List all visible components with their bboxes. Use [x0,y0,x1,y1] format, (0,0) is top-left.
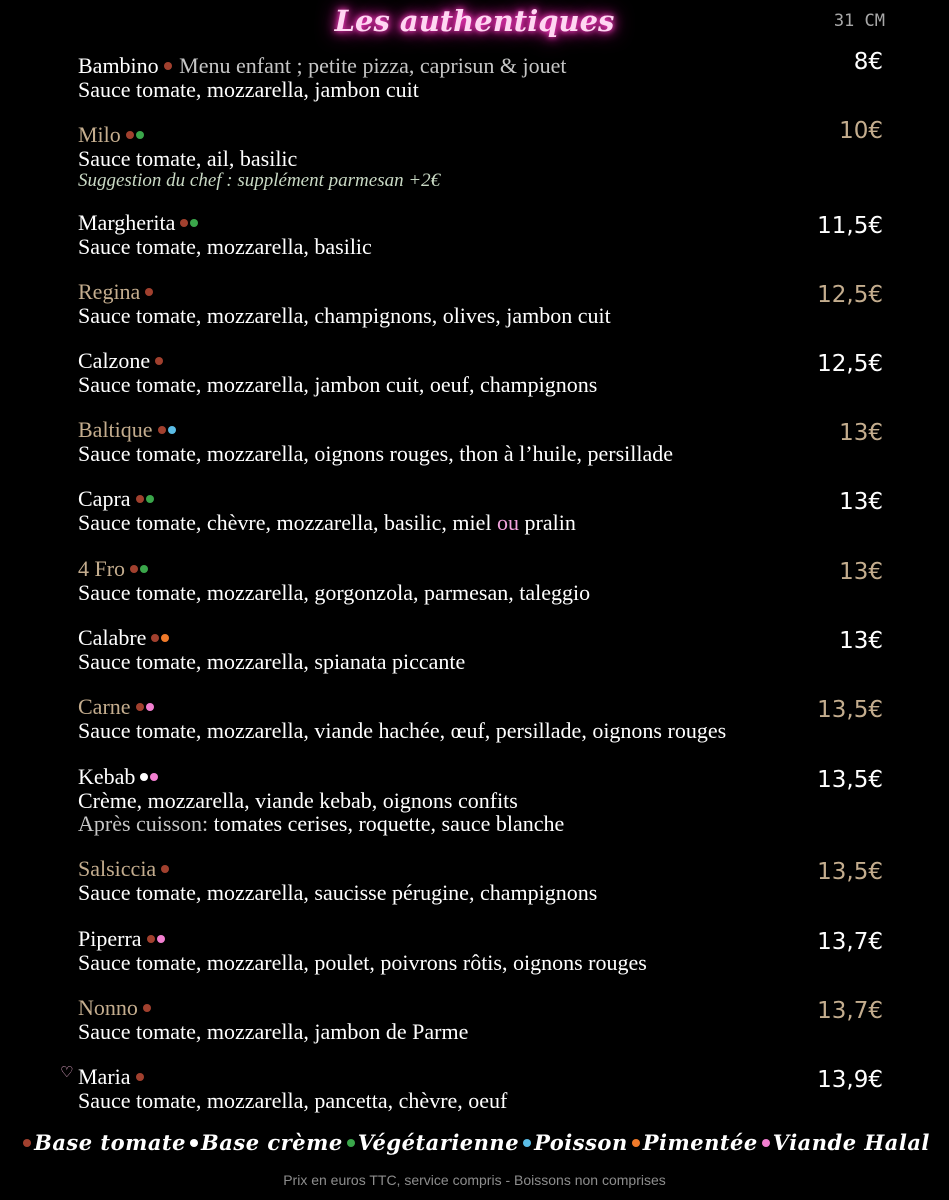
item-price: 13,5€ [817,767,883,793]
size-label: 31 CM [833,11,885,31]
tomato-dot [136,1073,144,1081]
tomato-dot [164,62,172,70]
menu-item-kebab [78,761,883,835]
tomato-dot [130,565,138,573]
item-name: Baltique [78,417,153,442]
item-name: Salsiccia [78,856,157,881]
item-price: 13€ [839,559,883,585]
item-price: 12,5€ [817,282,883,308]
item-description: Sauce tomate, mozzarella, poulet, poivrons rôtis, oignons rouges [78,950,647,975]
tag-dots [145,276,155,301]
tomato-dot [147,935,155,943]
tomato-dot [151,634,159,642]
veg-dot [140,565,148,573]
cream-dot [190,1139,198,1147]
item-description: Sauce tomate, mozzarella, jambon cuit, oeuf, champignons [78,372,598,397]
item-description: Crème, mozzarella, viande kebab, oignons confits [78,788,518,813]
item-name: Regina [78,279,141,304]
item-name: Kebab [78,764,136,789]
tomato-dot [136,495,144,503]
item-description: Sauce tomate, mozzarella, gorgonzola, parmesan, taleggio [78,580,591,605]
veg-dot [347,1139,355,1147]
item-price: 13,7€ [817,929,883,955]
legend-veg: Végétarienne [357,1130,520,1155]
item-name: Milo [78,122,121,147]
tomato-dot [143,1004,151,1012]
item-description: Sauce tomate, mozzarella, pancetta, chèvre, oeuf [78,1088,508,1113]
item-description: Sauce tomate, mozzarella, jambon cuit [78,77,419,102]
halal-dot [762,1139,770,1147]
item-name: Carne [78,694,131,719]
item-description: Sauce tomate, ail, basilic [78,146,298,171]
tomato-dot [161,865,169,873]
menu-item-baltique [78,414,883,465]
tag-dots [161,853,171,878]
page-title: Les authentiques [334,4,615,38]
item-description: Sauce tomate, mozzarella, viande hachée, œuf, persillade, oignons rouges [78,718,727,743]
item-name: Calzone [78,348,151,373]
spicy-dot [632,1139,640,1147]
legend-fish: Poisson [534,1130,628,1155]
item-price: 13,7€ [817,998,883,1024]
menu-item-salsiccia [78,853,883,904]
desc-part: pralin [519,510,576,535]
menu-item-regina [78,276,883,327]
tag-dots [130,553,150,578]
after-cooking-text: tomates cerises, roquette, sauce blanche [208,811,565,836]
tag-dots [155,345,165,370]
menu-item-milo [78,119,883,191]
item-name: Margherita [78,210,176,235]
spicy-dot [161,634,169,642]
tomato-dot [155,357,163,365]
tag-dots [143,992,153,1017]
menu-item-bambino [78,50,883,101]
legend-tomato: Base tomate [34,1130,187,1155]
desc-part: Sauce tomate, chèvre, mozzarella, basilic, miel [78,510,498,535]
heart-icon: ♡ [60,1065,74,1081]
item-description: Sauce tomate, mozzarella, champignons, olives, jambon cuit [78,303,611,328]
item-price: 12,5€ [817,351,883,377]
chef-suggestion: Suggestion du chef : supplément parmesan +2€ [78,170,441,191]
halal-dot [146,703,154,711]
menu-item-carne [78,691,883,742]
menu-item-maria [60,1061,883,1113]
menu-item-nonno [78,992,883,1043]
legend-spicy: Pimentée [642,1130,758,1155]
fish-dot [523,1139,531,1147]
legend-cream: Base crème [201,1130,343,1155]
item-name: Capra [78,486,131,511]
tomato-dot [136,703,144,711]
tag-dots [180,207,200,232]
menu-item-piperra [78,923,883,974]
item-name: Maria [78,1064,131,1089]
tag-dots [147,923,167,948]
item-price: 8€ [853,49,883,75]
menu-item-margherita [78,207,883,258]
tag-dots [158,414,178,439]
item-description: Sauce tomate, mozzarella, spianata piccante [78,649,466,674]
item-price: 13,9€ [817,1067,883,1093]
item-price: 13€ [839,420,883,446]
tomato-dot [126,131,134,139]
item-description: Sauce tomate, mozzarella, basilic [78,234,372,259]
tomato-dot [158,426,166,434]
item-name: Piperra [78,926,142,951]
item-description [78,511,883,534]
item-price: 13,5€ [817,859,883,885]
menu-item-calabre [78,622,883,673]
tomato-dot [180,219,188,227]
menu-item-4-fro [78,553,883,604]
footer-note: Prix en euros TTC, service compris - Boissons non comprises [283,1172,666,1188]
item-name: Nonno [78,995,138,1020]
after-cooking-label: Après cuisson: [78,811,209,836]
menu-item-capra [78,483,883,534]
tag-dots [136,691,156,716]
item-price: 13€ [839,628,883,654]
item-description: Sauce tomate, mozzarella, oignons rouges, thon à l’huile, persillade [78,441,674,466]
tomato-dot [145,288,153,296]
veg-dot [146,495,154,503]
halal-dot [157,935,165,943]
menu-item-calzone [78,345,883,396]
veg-dot [136,131,144,139]
cream-dot [140,773,148,781]
tag-dots [151,622,171,647]
tomato-dot [23,1139,31,1147]
item-note: Menu enfant ; petite pizza, caprisun & jouet [179,53,567,78]
halal-dot [150,773,158,781]
tag-dots [136,1061,146,1086]
tag-dots [126,119,146,144]
item-description: Sauce tomate, mozzarella, saucisse pérugine, champignons [78,880,598,905]
item-price: 11,5€ [817,213,883,239]
desc-or: ou [497,510,520,535]
item-price: 13,5€ [817,697,883,723]
item-price: 13€ [839,489,883,515]
item-name: 4 Fro [78,556,126,581]
item-name: Calabre [78,625,147,650]
item-description: Sauce tomate, mozzarella, jambon de Parme [78,1019,469,1044]
tag-dots [136,483,156,508]
after-cooking [78,812,883,835]
item-price: 10€ [839,118,883,144]
veg-dot [190,219,198,227]
tag-dots [140,761,160,786]
legend [0,1130,949,1155]
tag-dots [164,50,174,75]
legend-halal: Viande Halal [772,1130,930,1155]
item-name: Bambino [78,53,159,78]
fish-dot [168,426,176,434]
